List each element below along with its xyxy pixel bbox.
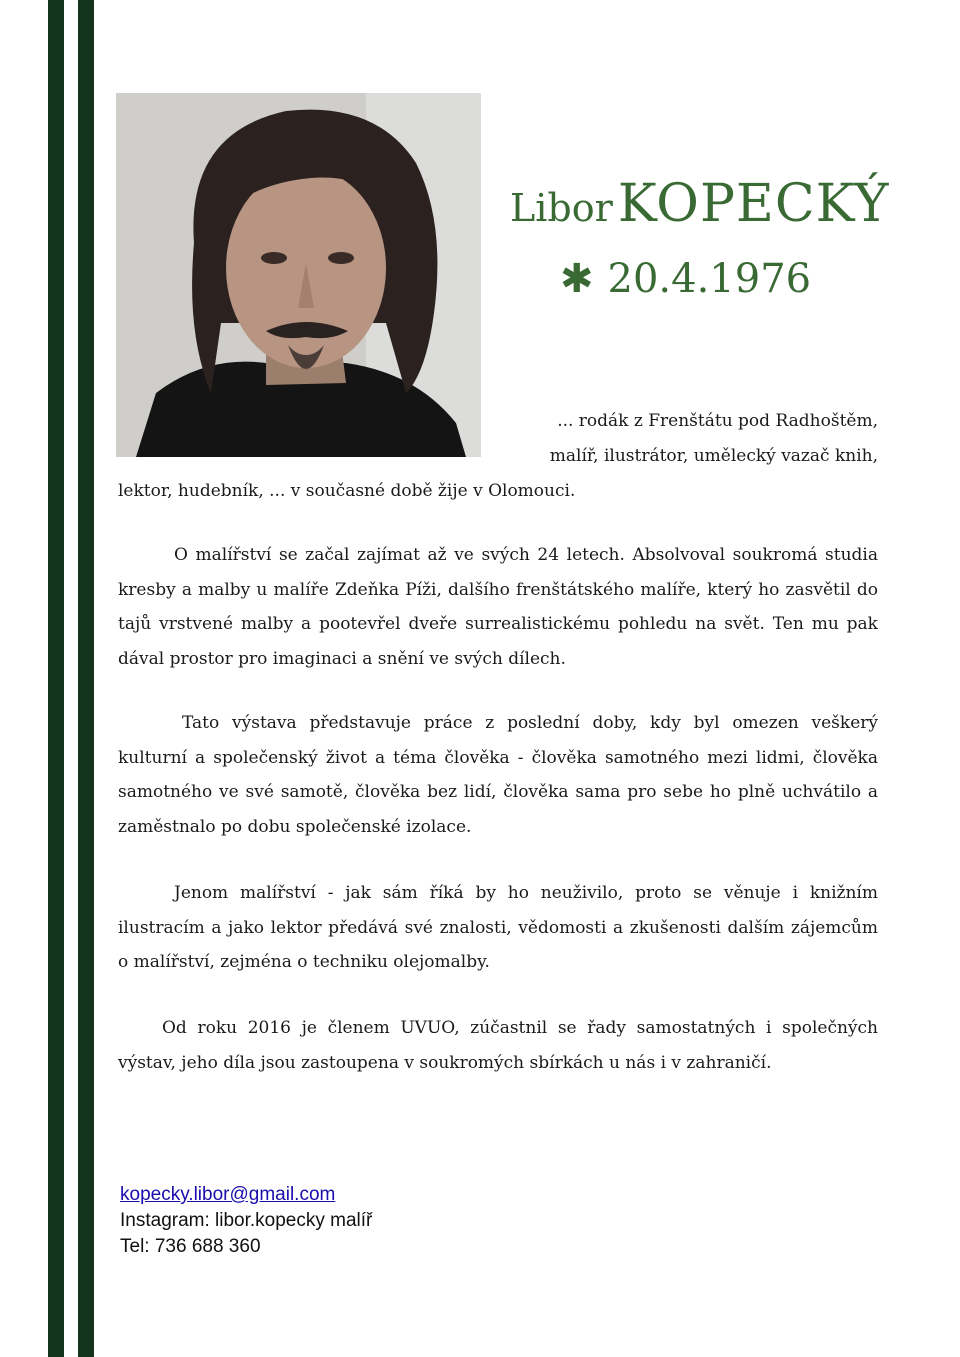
intro-line-3: lektor, hudebník, ... v současné době žije v Olomouci. <box>118 481 576 501</box>
paragraph-1: O malířství se začal zajímat až ve svých 24 letech. Absolvoval soukromá studia kresby a malby u malíře Zdeňka Píži, dalšího frenštátského malíře, který ho zasvětil do tajů vrstvené malby a pootevřel dveře surrealistickému pohledu na svět. Ten mu pak dával prostor pro imaginaci a snění ve svých dílech. <box>118 545 878 669</box>
birth-date: 20.4.1976 <box>607 256 812 302</box>
portrait-photo <box>116 93 481 457</box>
contact-block <box>120 1182 372 1260</box>
first-name: Libor <box>510 186 613 230</box>
instagram-text: Instagram: libor.kopecky malíř <box>120 1210 373 1231</box>
birth-line <box>560 256 811 302</box>
portrait-illustration <box>116 93 481 457</box>
birth-star-icon: ✱ <box>560 256 594 302</box>
paragraph-4: Od roku 2016 je členem UVUO, zúčastnil se řady samostatných i společných výstav, jeho díla jsou zastoupena v soukromých sbírkách u nás i v zahraničí. <box>118 1018 878 1073</box>
phone-text: Tel: 736 688 360 <box>120 1236 261 1257</box>
left-stripe-inner <box>78 0 94 1357</box>
email-link[interactable]: kopecky.libor@gmail.com <box>120 1184 336 1205</box>
intro-line-2: malíř, ilustrátor, umělecký vazač knih, <box>549 446 878 466</box>
paragraph-3: Jenom malířství - jak sám říká by ho neuživilo, proto se věnuje i knižním ilustracím a jako lektor předává své znalosti, vědomosti a zkušenosti dalším zájemcům o malířství, zejména o techniku olejomalby. <box>118 883 878 972</box>
intro-line-1: ... rodák z Frenštátu pod Radhoštěm, <box>557 411 878 431</box>
last-name: KOPECKÝ <box>617 174 890 234</box>
intro-text <box>118 404 878 509</box>
paragraph-2: Tato výstava představuje práce z poslední doby, kdy byl omezen veškerý kulturní a společenský život a téma člověka - člověka samotného mezi lidmi, člověka samotného ve své samotě, člověka bez lidí, člověka sama pro sebe ho plně uchvátilo a zaměstnalo po dobu společenské izolace. <box>118 713 878 837</box>
artist-name <box>510 174 889 234</box>
left-stripe-outer <box>48 0 64 1357</box>
